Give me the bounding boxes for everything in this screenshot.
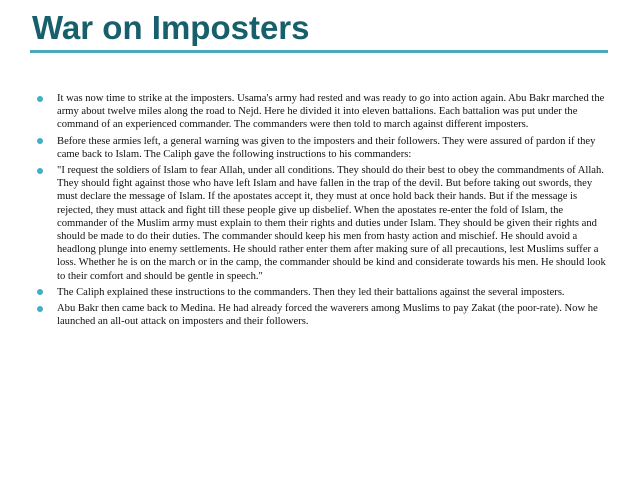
bullet-item-4 [37,286,609,299]
bullet-text-5: Abu Bakr then came back to Medina. He had already forced the waverers among Muslims to pay Zakat (the poor-rate). Now he launched an all-out attack on imposters and their followers. [57,303,598,328]
bullet-item-5 [37,302,609,328]
bullet-item-3 [37,164,609,283]
bullet-item-1 [37,92,609,132]
bullet-dot-icon [37,96,43,102]
bullet-text-3: "I request the soldiers of Islam to fear Allah, under all conditions. They should do their best to obey the commandments of Allah. They should fight against those who have left Islam and have fallen in the trap of the devil. But before taking out swords, they must declare the message of Islam. If the apostates accept it, they must at once hold back their hands. But if the message is rejected, they must attack and fight till these people give up disbelief. When the apostates re-enter the fold of Islam, the commander of the Muslim army must explain to them their rights and duties under Islam. They should be given their rights and should be made to do their duties. The commander should keep his men from hasty action and mischief. He should avoid a headlong plunge into enemy settlements. He should rather enter them after making sure of all precautions, lest Muslims suffer a loss. Whether he is on the march or in the camp, the commander should be kind and considerate towards his men. He should look to their comfort and should be gentle in speech." [57,165,606,282]
bullet-text-2: Before these armies left, a general warning was given to the imposters and their followers. They were assured of pardon if they came back to Islam. The Caliph gave the following instructions to his commanders: [57,135,596,160]
bullet-list [37,78,609,331]
slide-title: War on Imposters [32,9,310,46]
bullet-text-1: It was now time to strike at the imposters. Usama's army had rested and was ready to go into action again. Abu Bakr marched the army about twelve miles along the road to Nejd. Here he divided it into eleven battalions. Each battalion was put under the command of an experienced commander. The commanders were then told to march against different imposters. [57,93,605,131]
bullet-text-4: The Caliph explained these instructions to the commanders. Then they led their battalions against the several imposters. [57,286,565,298]
bullet-item-2 [37,135,609,161]
bullet-dot-icon [37,138,43,144]
bullet-dot-icon [37,168,43,174]
bullet-dot-icon [37,289,43,295]
title-underline [30,50,608,53]
bullet-dot-icon [37,306,43,312]
